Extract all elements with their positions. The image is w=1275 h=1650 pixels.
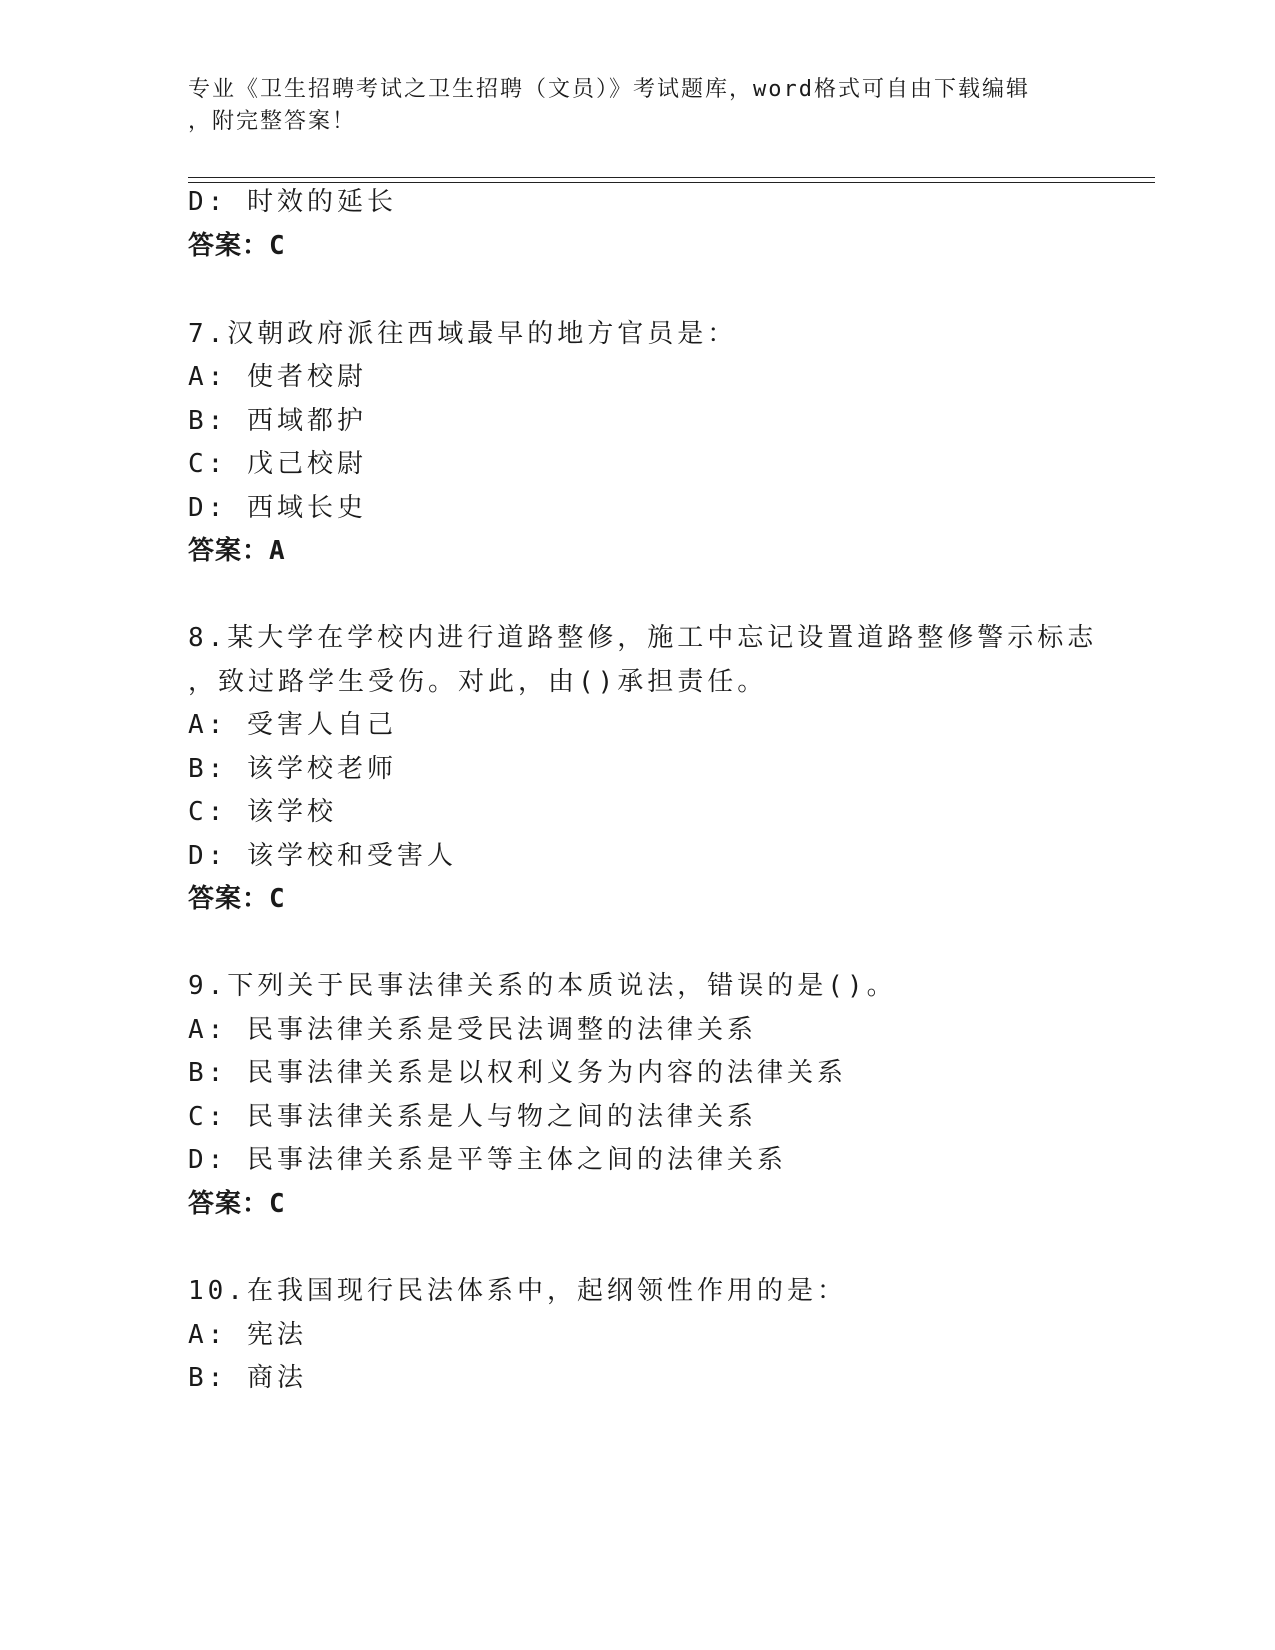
q8-answer	[188, 883, 286, 915]
q9-answer	[188, 1188, 286, 1220]
header-line-1: 专业《卫生招聘考试之卫生招聘（文员）》考试题库，word格式可自由下载编辑	[188, 77, 1030, 102]
answer-label: 答案：	[188, 1189, 270, 1219]
q10-option-a: A: 宪法	[188, 1320, 307, 1350]
q9-option-d: D: 民事法律关系是平等主体之间的法律关系	[188, 1145, 787, 1175]
answer-value: C	[269, 1189, 286, 1219]
answer-value: C	[269, 884, 286, 914]
q8-option-d: D: 该学校和受害人	[188, 841, 457, 871]
q9-option-b: B: 民事法律关系是以权利义务为内容的法律关系	[188, 1058, 847, 1088]
q8-option-a: A: 受害人自己	[188, 710, 397, 740]
header-divider-bottom	[188, 182, 1155, 183]
answer-value: A	[269, 536, 286, 566]
q8-option-b: B: 该学校老师	[188, 754, 397, 784]
q8-option-c: C: 该学校	[188, 797, 337, 827]
q8-stem-line-1: 8.某大学在学校内进行道路整修，施工中忘记设置道路整修警示标志	[188, 623, 1098, 653]
q9-option-c: C: 民事法律关系是人与物之间的法律关系	[188, 1102, 757, 1132]
q9-stem: 9.下列关于民事法律关系的本质说法，错误的是()。	[188, 971, 897, 1001]
document-header	[188, 74, 1088, 138]
header-line-2: ，附完整答案！	[188, 109, 357, 134]
q6-answer	[188, 230, 286, 262]
q8-stem-line-2: ，致过路学生受伤。对此，由()承担责任。	[188, 667, 768, 697]
q7-answer	[188, 535, 286, 567]
q7-option-a: A: 使者校尉	[188, 362, 367, 392]
q10-option-b: B: 商法	[188, 1363, 307, 1393]
answer-label: 答案：	[188, 231, 270, 261]
answer-label: 答案：	[188, 884, 270, 914]
q6-option-d: D: 时效的延长	[188, 187, 397, 217]
q7-option-b: B: 西域都护	[188, 406, 367, 436]
answer-label: 答案：	[188, 536, 270, 566]
q7-option-d: D: 西域长史	[188, 493, 367, 523]
header-divider-top	[188, 177, 1155, 178]
answer-value: C	[269, 231, 286, 261]
q7-stem: 7.汉朝政府派往西域最早的地方官员是：	[188, 319, 738, 349]
q7-option-c: C: 戊己校尉	[188, 449, 367, 479]
q10-stem: 10.在我国现行民法体系中，起纲领性作用的是：	[188, 1276, 847, 1306]
q9-option-a: A: 民事法律关系是受民法调整的法律关系	[188, 1015, 757, 1045]
